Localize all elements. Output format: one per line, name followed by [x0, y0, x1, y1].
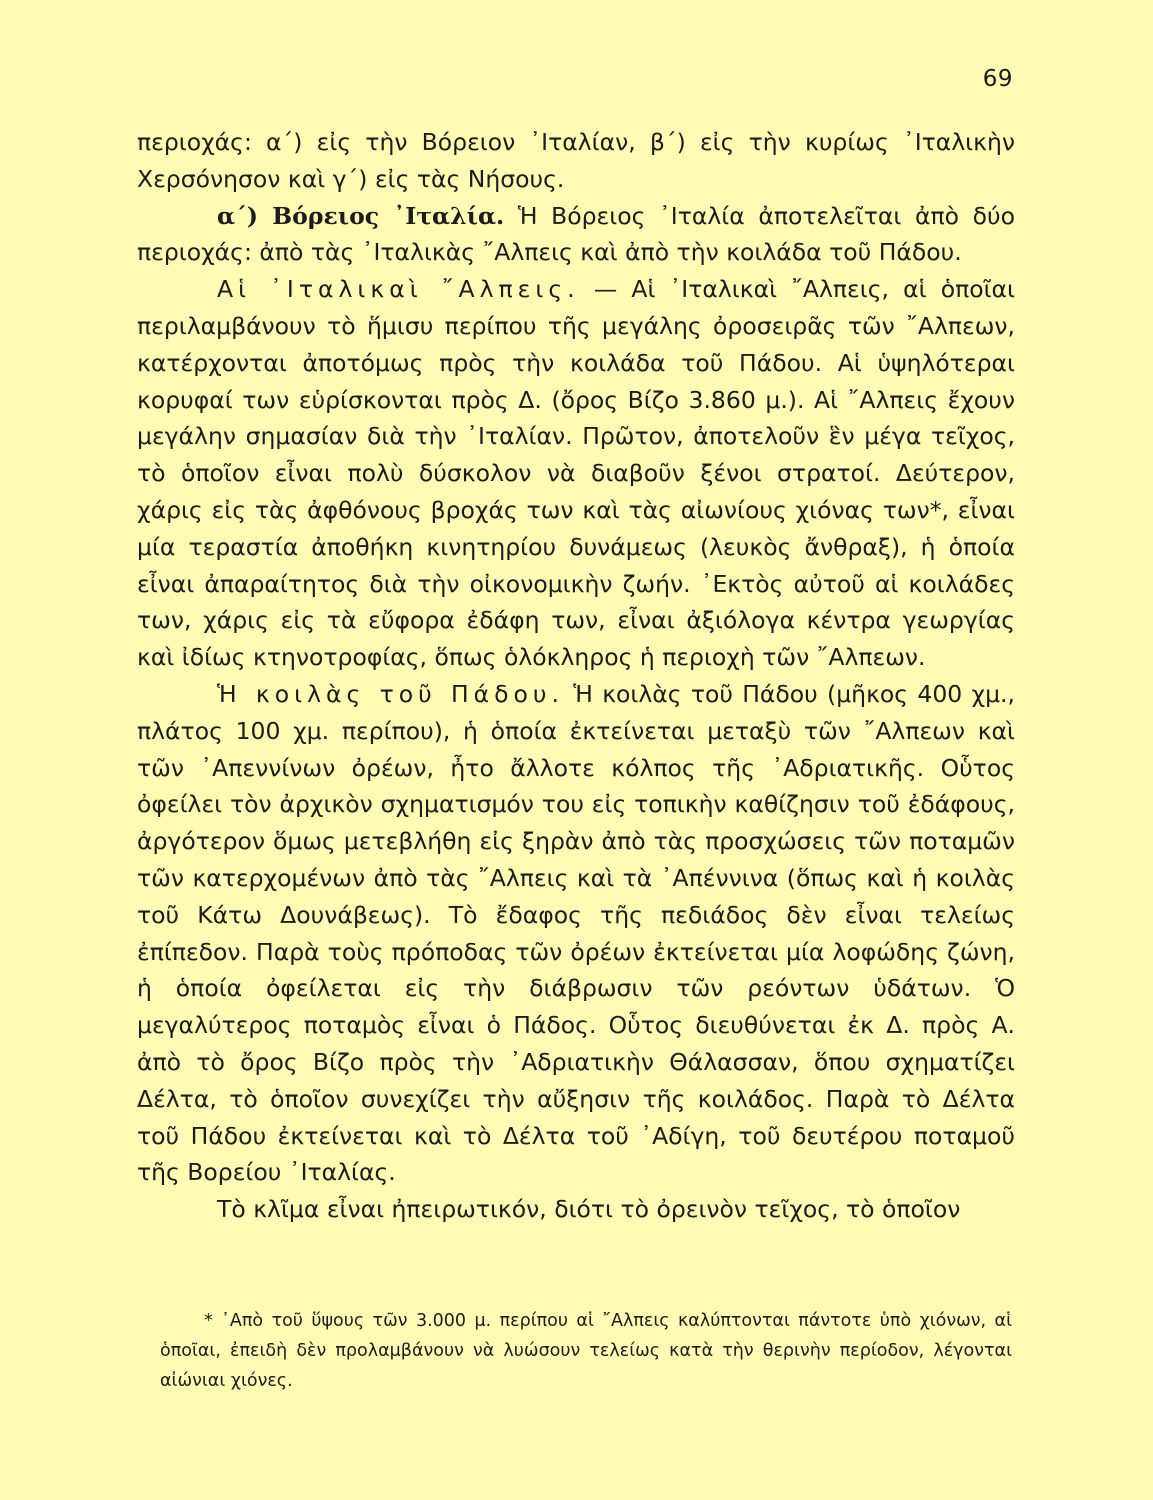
intro-paragraph: περιοχάς: α΄) εἰς τὴν Βόρειον ᾿Ιταλίαν, β΄) εἰς τὴν κυρίως ᾿Ιταλικὴν Χερσόνησον καὶ γ΄) εἰς τὰς Νήσους. [137, 128, 1015, 193]
page-number: 69 [982, 66, 1013, 92]
footnote [160, 1306, 1012, 1396]
section-a-heading: α΄) Βόρειος ᾿Ιταλία. [217, 201, 505, 230]
po-valley-heading: Ἡ κοιλὰς τοῦ Πάδου. [217, 679, 564, 708]
alps-paragraph [137, 271, 1015, 676]
climate-paragraph: Τὸ κλῖμα εἶναι ἠπειρωτικόν, διότι τὸ ὀρεινὸν τεῖχος, τὸ ὁποῖον [217, 1195, 961, 1224]
section-a-paragraph [137, 198, 1015, 272]
alps-heading: Αἱ ᾿Ιταλικαὶ ῎Αλπεις. [217, 275, 580, 304]
main-text [137, 124, 1015, 1228]
footnote-text: * ᾿Απὸ τοῦ ὕψους τῶν 3.000 μ. περίπου αἱ ῎Αλπεις καλύπτονται πάντοτε ὑπὸ χιόνων, αἱ ὁποῖαι, ἐπειδὴ δὲν προλαμβάνουν νὰ λυώσουν τελείως κατὰ τὴν θερινὴν περίοδον, λέγονται αἰώνιαι χιόνες. [160, 1311, 1012, 1391]
alps-text: — Αἱ ᾿Ιταλικαὶ ῎Αλπεις, αἱ ὁποῖαι περιλαμβάνουν τὸ ἥμισυ περίπου τῆς μεγάλης ὀροσειρᾶς τῶν ῎Αλπεων, κατέρχονται ἀποτόμως πρὸς τὴν κοιλάδα τοῦ Πάδου. Αἱ ὑψηλότεραι κορυφαί των εὑρίσκονται πρὸς Δ. (ὄρος Βίζο 3.860 μ.). Αἱ ῎Αλπεις ἔχουν μεγάλην σημασίαν διὰ τὴν ᾿Ιταλίαν. Πρῶτον, ἀποτελοῦν ἓν μέγα τεῖχος, τὸ ὁποῖον εἶναι πολὺ δύσκολον νὰ διαβοῦν ξένοι στρατοί. Δεύτερον, χάρις εἰς τὰς ἀφθόνους βροχάς των καὶ τὰς αἰωνίους χιόνας των*, εἶναι μία τεραστία ἀποθήκη κινητηρίου δυνάμεως (λευκὸς ἄνθραξ), ἡ ὁποία εἶναι ἀπαραίτητος διὰ τὴν οἰκονομικὴν ζωήν. ᾿Εκτὸς αὐτοῦ αἱ κοιλάδες των, χάρις εἰς τὰ εὔφορα ἐδάφη των, εἶναι ἀξιόλογα κέντρα γεωργίας καὶ ἰδίως κτηνοτροφίας, ὅπως ὁλόκληρος ἡ περιοχὴ τῶν ῎Αλπεων. [137, 275, 1015, 672]
po-valley-paragraph [137, 676, 1015, 1191]
section-a-text: Ἡ Βόρειος ᾿Ιταλία ἀποτελεῖται ἀπὸ δύο περιοχάς: ἀπὸ τὰς ᾿Ιταλικὰς ῎Αλπεις καὶ ἀπὸ τὴν κοιλάδα τοῦ Πάδου. [137, 201, 1015, 267]
po-valley-text: Ἡ κοιλὰς τοῦ Πάδου (μῆκος 400 χμ., πλάτος 100 χμ. περίπου), ἡ ὁποία ἐκτείνεται μεταξὺ τῶν ῎Αλπεων καὶ τῶν ᾿Απεννίνων ὀρέων, ἦτο ἄλλοτε κόλπος τῆς ᾿Αδριατικῆς. Οὗτος ὀφείλει τὸν ἀρχικὸν σχηματισμόν του εἰς τοπικὴν καθίζησιν τοῦ ἐδάφους, ἀργότερον ὅμως μετεβλήθη εἰς ξηρὰν ἀπὸ τὰς προσχώσεις τῶν ποταμῶν τῶν κατερχομένων ἀπὸ τὰς ῎Αλπεις καὶ τὰ ᾿Απέννινα (ὅπως καὶ ἡ κοιλὰς τοῦ Κάτω Δουνάβεως). Τὸ ἔδαφος τῆς πεδιάδος δὲν εἶναι τελείως ἐπίπεδον. Παρὰ τοὺς πρόποδας τῶν ὀρέων ἐκτείνεται μία λοφώδης ζώνη, ἡ ὁποία ὀφείλεται εἰς τὴν διάβρωσιν τῶν ρεόντων ὑδάτων. Ὁ μεγαλύτερος ποταμὸς εἶναι ὁ Πάδος. Οὗτος διευθύνεται ἐκ Δ. πρὸς Α. ἀπὸ τὸ ὄρος Βίζο πρὸς τὴν ᾿Αδριατικὴν Θάλασσαν, ὅπου σχηματίζει Δέλτα, τὸ ὁποῖον συνεχίζει τὴν αὔξησιν τῆς κοιλάδος. Παρὰ τὸ Δέλτα τοῦ Πάδου ἐκτείνεται καὶ τὸ Δέλτα τοῦ ᾿Αδίγη, τοῦ δευτέρου ποταμοῦ τῆς Βορείου ᾿Ιταλίας. [137, 679, 1015, 1187]
